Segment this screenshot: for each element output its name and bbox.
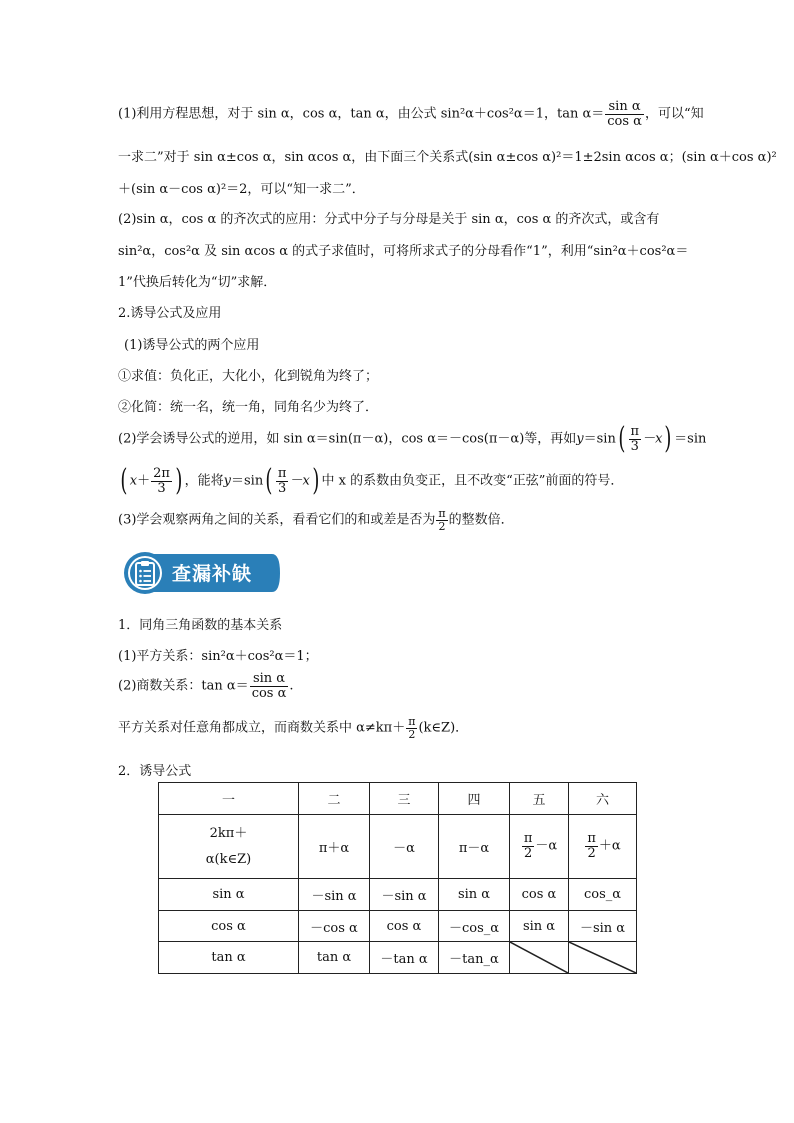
induction-formula-table (158, 782, 637, 974)
pi-over-2-fraction (436, 508, 447, 532)
paragraph-2-line-3 (118, 271, 276, 290)
paragraph-1-line-1 (118, 100, 704, 128)
fraction-denominator: 2 (522, 846, 535, 861)
quotient-text: (2)商数关系：tan α＝ (118, 678, 249, 694)
p3-text-a: (2)学会诱导公式的逆用，如 sin α＝sin(π－α)，cos α＝－cos(π－α)等，再如 (118, 431, 577, 447)
table-cell: cos α (510, 879, 569, 911)
p4-end: 中 x 的系数由负变正，且不改变“正弦”前面的符号． (321, 473, 624, 489)
fraction-numerator: π (523, 831, 533, 847)
quotient-end: . (289, 678, 294, 694)
fraction-numerator: π (277, 465, 287, 481)
banner-label: 查漏补缺 (172, 563, 253, 585)
table-header-cell: 四 (439, 783, 510, 815)
list-item-text: ①求值：负化正，大化小，化到锐角为终了； (118, 369, 379, 384)
pi-over-3-fraction (629, 425, 642, 453)
left-paren: ( (618, 421, 626, 456)
table-header-cell: 三 (370, 783, 439, 815)
right-paren: ) (664, 421, 672, 456)
table-header-cell: 六 (569, 783, 637, 815)
table-cell: －cos_α (439, 911, 510, 942)
heading-induction-formulas (118, 302, 221, 321)
diagonal-slash (510, 942, 568, 973)
fraction-numerator: sin α (608, 99, 641, 114)
table-cell-slashed (510, 942, 569, 974)
quotient-fraction (250, 672, 289, 700)
table-cell-slashed (569, 942, 637, 974)
section-banner (122, 550, 282, 596)
minus-x: －x (642, 431, 663, 447)
fraction-denominator: 2 (406, 728, 417, 741)
table-header-cell: 二 (299, 783, 370, 815)
var-y: y (576, 431, 584, 447)
pi-over-3-fraction (276, 467, 289, 495)
paragraph-2-line-1 (118, 208, 659, 227)
angle-tail: －α (535, 839, 558, 854)
table-cell: －tan α (370, 942, 439, 974)
diagonal-slash (569, 942, 636, 973)
table-cell (510, 815, 569, 879)
fraction-numerator: π (408, 715, 416, 728)
table-cell: cos_α (569, 879, 637, 911)
paragraph-1-line-2 (118, 146, 777, 165)
section-title: 2．诱导公式 (118, 764, 192, 779)
fraction-numerator: π (587, 831, 596, 847)
p1-text-c: 一求二”对于 sin α±cos α，sin αcos α，由下面三个关系式(sin α±cos α)²＝1±2sin αcos α；(sin α＋cos α)² (118, 150, 777, 165)
left-paren: ( (120, 463, 128, 498)
table-cell: sin α (159, 879, 299, 911)
p5-text-a: (3)学会观察两角之间的关系，看看它们的和或差是否为 (118, 512, 436, 528)
pi-over-2-fraction (585, 832, 598, 860)
p4-eq: ＝sin (231, 473, 264, 489)
paragraph-4 (118, 508, 514, 532)
p2-text-c: 1”代换后转化为“切”求解． (118, 275, 277, 290)
paragraph-3-line-2 (118, 463, 624, 498)
section-1-title (118, 614, 282, 633)
table-cell: －sin α (299, 879, 370, 911)
table-cell: π＋α (299, 815, 370, 879)
table-cell: tan α (299, 942, 370, 974)
table-cell: sin α (439, 879, 510, 911)
fraction-numerator: 2π (153, 465, 170, 481)
section-2-title (118, 760, 191, 779)
table-cell: －cos α (299, 911, 370, 942)
table-cell: cos α (159, 911, 299, 942)
heading-text: 2.诱导公式及应用 (118, 306, 222, 321)
table-angle-row (159, 815, 637, 879)
angle-line-1: 2kπ＋ (209, 825, 248, 841)
table-cell: π－α (439, 815, 510, 879)
note-text-b: (k∈Z)． (418, 720, 469, 736)
table-cell: －α (370, 815, 439, 879)
angle-line-2: α(k∈Z) (205, 851, 252, 867)
table-cell: －sin α (370, 879, 439, 911)
clipboard-list-icon (134, 560, 156, 586)
square-relation-text: (1)平方关系：sin²α＋cos²α＝1； (118, 649, 318, 664)
tan-fraction (605, 100, 644, 128)
fraction-denominator: 3 (629, 439, 642, 454)
two-pi-over-3-fraction (151, 467, 172, 495)
p1-text-a: (1)利用方程思想，对于 sin α，cos α，tan α，由公式 sin²α＋cos²α＝1，tan α＝ (118, 106, 605, 122)
var-x: x (129, 473, 138, 489)
paragraph-1-line-3 (118, 178, 365, 197)
pi-over-2-fraction (522, 832, 535, 860)
table-cell: sin α (510, 911, 569, 942)
table-header-cell: 五 (510, 783, 569, 815)
minus-x: －x (289, 473, 310, 489)
p2-text-a: (2)sin α，cos α 的齐次式的应用：分式中分子与分母是关于 sin α，cos α 的齐次式，或含有 (118, 212, 660, 227)
relation-note (118, 716, 468, 740)
p3-eq2: ＝sin (674, 431, 707, 447)
p1-text-b: ，可以“知 (644, 106, 704, 122)
angle-tail: ＋α (598, 839, 621, 854)
table-cell: cos α (370, 911, 439, 942)
table-cell: －tan_α (439, 942, 510, 974)
fraction-numerator: π (630, 423, 640, 439)
right-paren: ) (312, 463, 320, 498)
left-paren: ( (265, 463, 273, 498)
table-row-cos (159, 911, 637, 942)
fraction-denominator: cos α (607, 113, 642, 129)
p4-mid: ，能将 (184, 473, 224, 489)
right-paren: ) (175, 463, 183, 498)
pi-over-2-fraction (406, 716, 417, 740)
square-relation (118, 645, 318, 664)
quotient-relation (118, 672, 294, 700)
table-header-cell: 一 (159, 783, 299, 815)
paragraph-3-line-1 (118, 421, 707, 456)
table-row-tan (159, 942, 637, 974)
plus-sign: ＋ (137, 473, 151, 489)
note-text-a: 平方关系对任意角都成立，而商数关系中 α≠kπ＋ (118, 720, 406, 736)
fraction-denominator: 3 (276, 481, 289, 496)
section-title: 1．同角三角函数的基本关系 (118, 618, 283, 633)
list-item-text: ②化简：统一名，统一角，同角名少为终了． (118, 400, 379, 415)
p2-text-b: sin²α，cos²α 及 sin αcos α 的式子求值时，可将所求式子的分母看作“1”，利用“sin²α＋cos²α＝ (118, 244, 689, 259)
subheading-two-applications (124, 334, 259, 353)
table-row-sin (159, 879, 637, 911)
table-cell: tan α (159, 942, 299, 974)
var-y: y (223, 473, 231, 489)
table-cell (569, 815, 637, 879)
p1-text-d: ＋(sin α－cos α)²＝2，可以“知一求二”． (118, 182, 365, 197)
fraction-numerator: sin α (252, 671, 286, 686)
paragraph-2-line-2 (118, 240, 688, 259)
fraction-denominator: 2 (585, 846, 598, 861)
fraction-numerator: π (438, 507, 446, 520)
list-item-evaluate (118, 365, 378, 384)
subheading-text: (1)诱导公式的两个应用 (124, 338, 260, 353)
fraction-denominator: 3 (151, 481, 172, 496)
fraction-denominator: 2 (436, 520, 447, 533)
table-header-row (159, 783, 637, 815)
p5-text-b: 的整数倍． (448, 512, 514, 528)
table-cell (159, 815, 299, 879)
p3-eq1: ＝sin (583, 431, 616, 447)
list-item-simplify (118, 396, 378, 415)
table-cell: －sin α (569, 911, 637, 942)
fraction-denominator: cos α (251, 685, 287, 701)
